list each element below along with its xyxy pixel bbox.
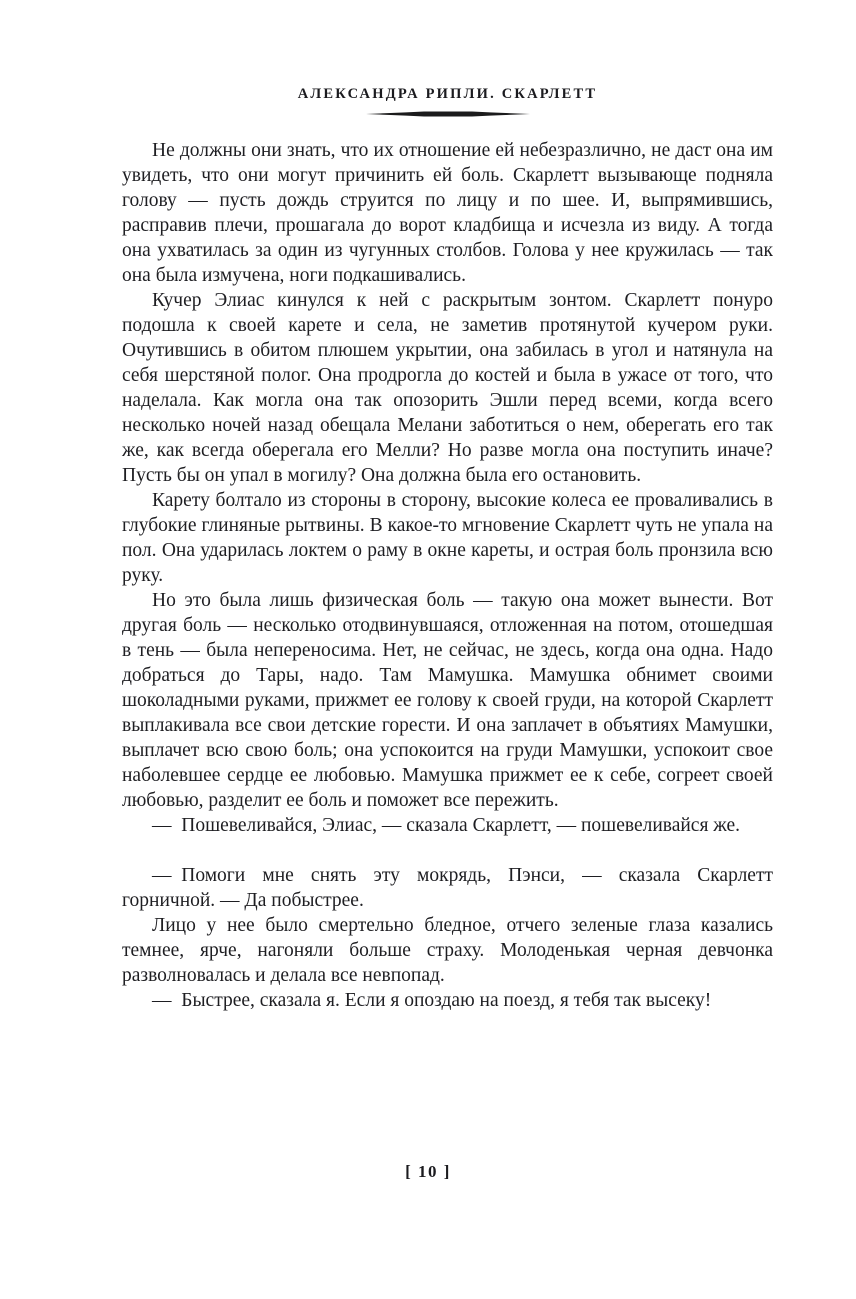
paragraph-8-dialogue: — Быстрее, сказала я. Если я опоздаю на поезд, я тебя так высеку! xyxy=(152,990,712,1011)
paragraph-5-dialogue: — Пошевеливайся, Элиас, — сказала Скарлетт, — пошевеливайся же. xyxy=(152,815,741,836)
swelled-rule-divider-icon xyxy=(366,111,530,117)
paragraph-1: Не должны они знать, что их отношение ей небезразлично, не даст она им увидеть, что они могут причинить ей боль. Скарлетт вызывающе подняла голову — пусть дождь струится по лицу и по шее. И, выпрямившись, расправив плечи, прошагала до ворот кладбища и исчезла из виду. А тогда она ухватилась за один из чугунных столбов. Голова у нее кружилась — так она была измучена, ноги подкашивались. xyxy=(122,140,773,286)
paragraph-6-dialogue: — Помоги мне снять эту мокрядь, Пэнси, — сказала Скарлетт горничной. — Да побыстрее. xyxy=(122,865,773,911)
scene-break-spacer xyxy=(122,838,773,863)
page-text-block xyxy=(122,138,773,1013)
running-header xyxy=(122,86,773,117)
paragraph-4: Но это была лишь физическая боль — такую она может вынести. Вот другая боль — несколько отодвинувшаяся, отложенная на потом, отошедшая в тень — была непереносима. Нет, не сейчас, не здесь, когда она одна. Надо добраться до Тары, надо. Там Мамушка. Мамушка обнимет своими шоколадными руками, прижмет ее голову к своей груди, на которой Скарлетт выплакивала все свои детские горести. И она заплачет в объятиях Мамушки, выплачет всю свою боль; она успокоится на груди Мамушки, успокоит свое наболевшее сердце ее любовью. Мамушка прижмет ее к себе, согреет своей любовью, разделит ее боль и поможет все пережить. xyxy=(122,590,773,811)
page-number: [ 10 ] xyxy=(405,1162,451,1181)
page-footer xyxy=(0,1162,856,1182)
paragraph-3: Карету болтало из стороны в сторону, высокие колеса ее проваливались в глубокие глиняные рытвины. В какое-то мгновение Скарлетт чуть не упала на пол. Она ударилась локтем о раму в окне кареты, и острая боль пронзила всю руку. xyxy=(122,490,773,586)
paragraph-7: Лицо у нее было смертельно бледное, отчего зеленые глаза казались темнее, ярче, нагоняли больше страху. Молоденькая черная девчонка разволновалась и делала все невпопад. xyxy=(122,915,773,986)
paragraph-2: Кучер Элиас кинулся к ней с раскрытым зонтом. Скарлетт понуро подошла к своей карете и села, не заметив протянутой кучером руки. Очутившись в обитом плюшем укрытии, она забилась в угол и натянула на себя шерстяной полог. Она продрогла до костей и была в ужасе от того, что наделала. Как могла она так опозорить Эшли перед всеми, когда всего несколько ночей назад обещала Мелани заботиться о нем, оберегать его так же, как всегда оберегала его Мелли? Но разве могла она поступить иначе? Пусть бы он упал в могилу? Она должна была его остановить. xyxy=(122,290,773,486)
running-header-title: АЛЕКСАНДРА РИПЛИ. СКАРЛЕТТ xyxy=(297,86,598,102)
